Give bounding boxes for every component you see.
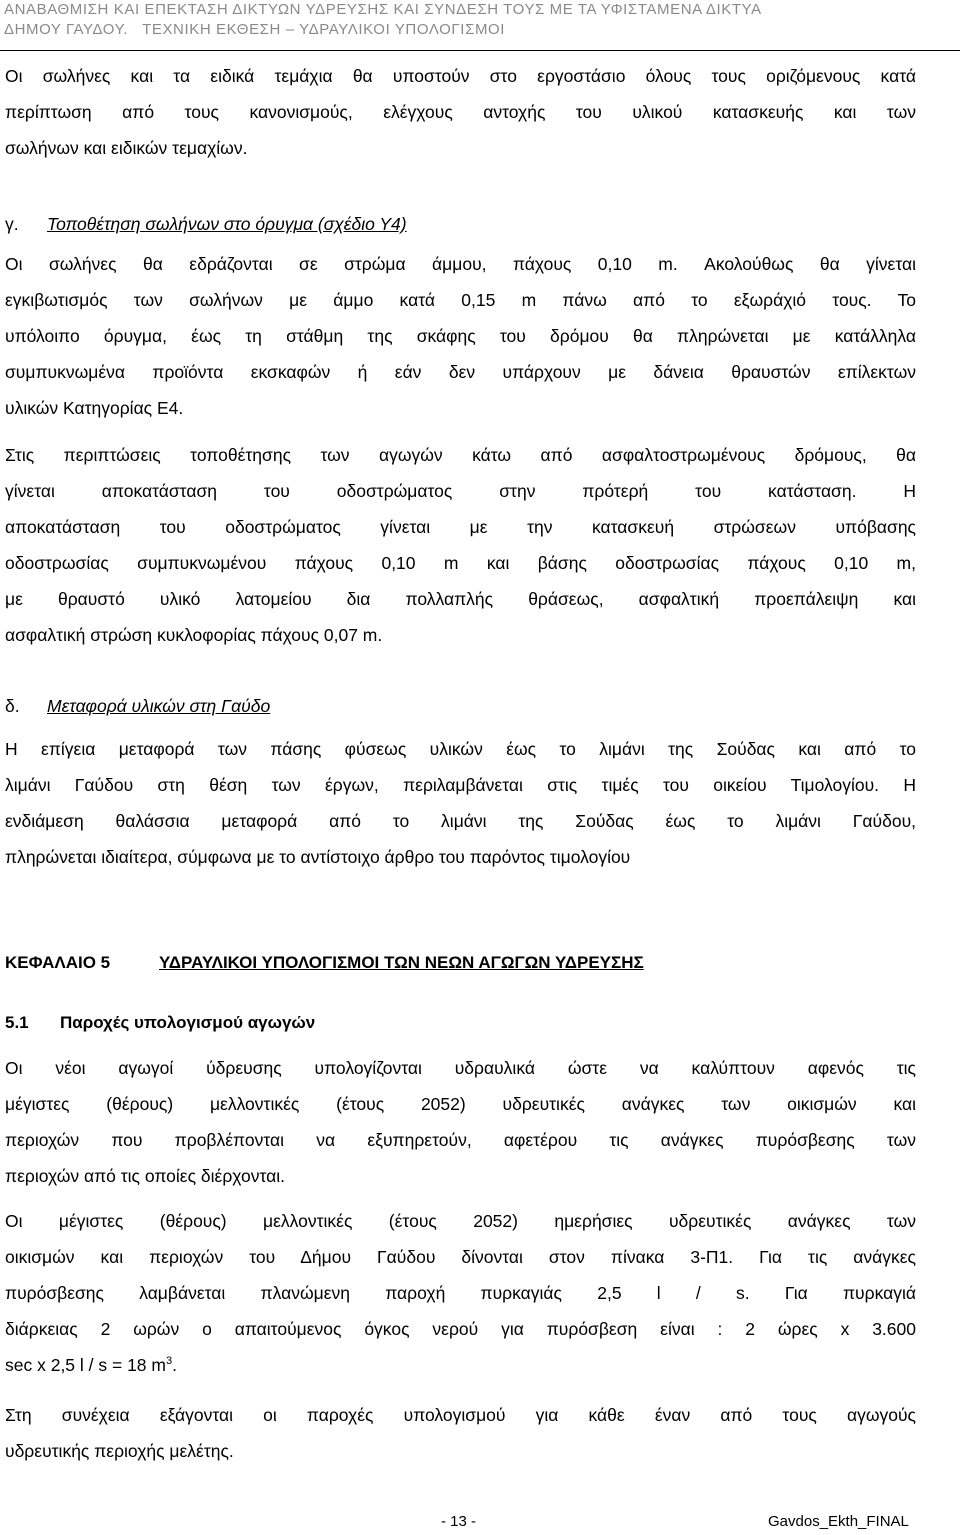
text-line: σωλήνων και ειδικών τεμαχίων. [5, 138, 248, 158]
superscript: 3 [165, 1355, 173, 1368]
text-line: Οι σωλήνες θα εδράζονται σε στρώμα άμμου, πάχους 0,10 m. Ακολούθως θα γίνεται [5, 254, 916, 274]
section-title: Τοποθέτηση σωλήνων στο όρυγμα (σχέδιο Υ4) [47, 214, 407, 234]
text-line: συμπυκνωμένα προϊόντα εκσκαφών ή εάν δεν υπάρχουν με δάνεια θραυστών επίλεκτων [5, 362, 916, 382]
section-number: γ. [5, 214, 19, 234]
text-line: εγκιβωτισμός των σωλήνων με άμμο κατά 0,15 m πάνω από το εξωράχιό τους. Το [5, 290, 916, 310]
text-line: υλικών Κατηγορίας Ε4. [5, 398, 184, 418]
header-text [4, 0, 956, 40]
paragraph-5-1-b [5, 1203, 916, 1383]
text-line: γίνεται αποκατάσταση του οδοστρώματος στην πρότερή του κατάσταση. Η [5, 481, 916, 501]
chapter-number: ΚΕΦΑΛΑΙΟ 5 [5, 953, 111, 972]
section-title: Μεταφορά υλικών στη Γαύδο [47, 696, 271, 716]
section-heading-d [5, 692, 270, 720]
text-line: αποκατάσταση του οδοστρώματος γίνεται με την κατασκευή στρώσεων υπόβασης [5, 517, 916, 537]
section-number: 5.1 [5, 1013, 29, 1032]
section-heading-5-1 [5, 1009, 315, 1037]
text-line-formula [5, 1347, 916, 1383]
text-line: περιοχών που προβλέπονται να εξυπηρετούν, αφετέρου τις ανάγκες πυρόσβεσης των [5, 1130, 916, 1150]
formula-end: . [172, 1355, 177, 1375]
paragraph-c1 [5, 246, 916, 426]
text-line: μέγιστες (θέρους) μελλοντικές (έτους 2052) υδρευτικές ανάγκες των οικισμών και [5, 1094, 916, 1114]
text-line: Η επίγεια μεταφορά των πάσης φύσεως υλικών έως το λιμάνι της Σούδας και από το [5, 739, 916, 759]
text-line: οικισμών και περιοχών του Δήμου Γαύδου δίνονται στον πίνακα 3-Π1. Για τις ανάγκες [5, 1247, 916, 1267]
text-line: υδρευτικής περιοχής μελέτης. [5, 1441, 234, 1461]
text-line: πληρώνεται ιδιαίτερα, σύμφωνα με το αντίστοιχο άρθρο του παρόντος τιμολογίου [5, 847, 631, 867]
text-line: οδοστρωσίας συμπυκνωμένου πάχους 0,10 m και βάσης οδοστρωσίας πάχους 0,10 m, [5, 553, 916, 573]
text-line: Οι μέγιστες (θέρους) μελλοντικές (έτους 2052) ημερήσιες υδρευτικές ανάγκες των [5, 1211, 916, 1231]
chapter-heading [5, 949, 644, 977]
section-heading-c [5, 210, 407, 238]
section-title: Παροχές υπολογισμού αγωγών [60, 1013, 316, 1032]
text-line: ασφαλτική στρώση κυκλοφορίας πάχους 0,07 m. [5, 625, 383, 645]
section-number: δ. [5, 696, 20, 716]
paragraph-c2 [5, 437, 916, 653]
header-line-1: ΑΝΑΒΑΘΜΙΣΗ ΚΑΙ ΕΠΕΚΤΑΣΗ ΔΙΚΤΥΩΝ ΥΔΡΕΥΣΗΣ ΚΑΙ ΣΥΝΔΕΣΗ ΤΟΥΣ ΜΕ ΤΑ ΥΦΙΣΤΑΜΕΝΑ ΔΙΚΤΥΑ [4, 1, 762, 18]
header-divider [0, 50, 960, 51]
text-line: περιοχών από τις οποίες διέρχονται. [5, 1166, 285, 1186]
text-line: διάρκειας 2 ωρών ο απαιτούμενος όγκος νερού για πυρόσβεση είναι : 2 ώρες x 3.600 [5, 1319, 916, 1339]
text-line: υπόλοιπο όρυγμα, έως τη στάθμη της σκάφης του δρόμου θα πληρώνεται με κατάλληλα [5, 326, 916, 346]
text-line: Στη συνέχεια εξάγονται οι παροχές υπολογισμού για κάθε έναν από τους αγωγούς [5, 1405, 916, 1425]
text-line: Οι σωλήνες και τα ειδικά τεμάχια θα υποστούν στο εργοστάσιο όλους τους οριζόμενους κατά [5, 66, 916, 86]
paragraph-5-1-a [5, 1050, 916, 1194]
page-number: - 13 - [441, 1513, 477, 1530]
text-line: Οι νέοι αγωγοί ύδρευσης υπολογίζονται υδραυλικά ώστε να καλύπτουν αφενός τις [5, 1058, 916, 1078]
paragraph-5-1-c [5, 1397, 916, 1469]
header-line-2: ΔΗΜΟΥ ΓΑΥΔΟΥ. ΤΕΧΝΙΚΗ ΕΚΘΕΣΗ – ΥΔΡΑΥΛΙΚΟΙ ΥΠΟΛΟΓΙΣΜΟΙ [4, 21, 506, 38]
text-line: Στις περιπτώσεις τοποθέτησης των αγωγών κάτω από ασφαλτοστρωμένους δρόμους, θα [5, 445, 916, 465]
text-line: πυρόσβεσης λαμβάνεται πλανώμενη παροχή πυρκαγιάς 2,5 l / s. Για πυρκαγιά [5, 1283, 916, 1303]
document-name: Gavdos_Ekth_FINAL [768, 1513, 909, 1530]
chapter-title: ΥΔΡΑΥΛΙΚΟΙ ΥΠΟΛΟΓΙΣΜΟΙ ΤΩΝ ΝΕΩΝ ΑΓΩΓΩΝ ΥΔΡΕΥΣΗΣ [159, 953, 644, 972]
text-line: περίπτωση από τους κανονισμούς, ελέγχους αντοχής του υλικού κατασκευής και των [5, 102, 916, 122]
text-line: με θραυστό υλικό λατομείου δια πολλαπλής θράσεως, ασφαλτική προεπάλειψη και [5, 589, 916, 609]
paragraph-intro [5, 58, 916, 166]
formula-text: sec x 2,5 l / s = 18 m [5, 1355, 166, 1375]
paragraph-d1 [5, 731, 916, 875]
text-line: ενδιάμεση θαλάσσια μεταφορά από το λιμάνι της Σούδας έως το λιμάνι Γαύδου, [5, 811, 916, 831]
text-line: λιμάνι Γαύδου στη θέση των έργων, περιλαμβάνεται στις τιμές του οικείου Τιμολογίου. Η [5, 775, 916, 795]
